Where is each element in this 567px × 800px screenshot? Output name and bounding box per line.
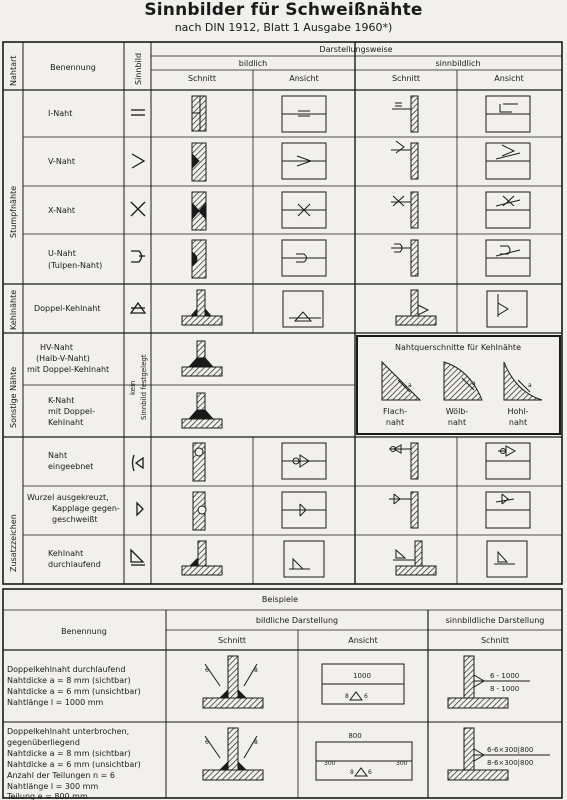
row-name: Kehlnaht: [48, 418, 84, 427]
example-2-line: Nahtlänge l = 300 mm: [7, 782, 99, 791]
example-2-line: Anzahl der Teilungen n = 6: [7, 771, 115, 780]
beispiele-title: Beispiele: [261, 595, 299, 604]
hohlnaht-label: Hohl-: [507, 407, 529, 416]
row-name: (Tulpen-Naht): [48, 261, 103, 270]
page-subtitle: nach DIN 1912, Blatt 1 Ausgabe 1960*): [174, 21, 393, 34]
ex2-ansicht-a: 8: [350, 769, 354, 776]
nahtquerschnitte-title: Nahtquerschnitte für Kehlnähte: [394, 343, 522, 352]
row-name: HV-Naht: [40, 343, 73, 352]
group-sonstige: Sonstige Nähte: [9, 366, 18, 428]
page-title: Sinnbilder für Schweißnähte: [144, 0, 423, 20]
example-1-line: Nahtdicke a = 6 mm (unsichtbar): [7, 687, 141, 696]
ex1-dim-b: 8: [254, 667, 258, 674]
benennung-header: Benennung: [50, 63, 96, 72]
woelbnaht-label: Wölb-: [445, 407, 469, 416]
ex2-ansicht-l1: 300: [324, 760, 336, 767]
row-name: U-Naht: [48, 249, 76, 258]
row-name: V-Naht: [48, 157, 75, 166]
row-name: X-Naht: [48, 206, 76, 215]
row-name: durchlaufend: [48, 560, 101, 569]
row-name: mit Doppel-Kehlnaht: [27, 365, 110, 374]
example-2-line: Teilung e = 800 mm: [7, 792, 88, 800]
ex1-ansicht-a: 8: [345, 693, 349, 700]
nahtquerschnitt-dim-3: a: [528, 382, 532, 389]
nahtquerschnitt-dim-2: a: [472, 380, 476, 387]
beispiele-bildliche: bildliche Darstellung: [255, 616, 339, 625]
example-1-line: Nahtdicke a = 8 mm (sichtbar): [7, 676, 131, 685]
example-2-line: Doppelkehlnaht unterbrochen,: [7, 727, 130, 736]
sinnbild-symbols: [131, 110, 145, 565]
schnitt-header: Schnitt: [187, 74, 217, 83]
row-name: eingeebnet: [48, 462, 94, 471]
flachnaht-label: Flach-: [382, 407, 408, 416]
beispiele-schnitt: Schnitt: [217, 636, 247, 645]
sinnbild-header: Sinnbild: [134, 52, 143, 85]
bildlich-header: bildlich: [238, 59, 268, 68]
ex2-dim-b: 8: [254, 739, 258, 746]
nahtquerschnitt-dim: a: [408, 382, 412, 389]
sinnbildlich-header: sinnbildlich: [435, 59, 481, 68]
example-1-line: Nahtlänge l = 1000 mm: [7, 698, 104, 707]
darstellungsweise-header: Darstellungsweise: [319, 45, 393, 54]
example-1-line: Doppelkehlnaht durchlaufend: [7, 665, 126, 674]
ex2-dim-a: 6: [205, 739, 209, 746]
bildlich-ansicht-drawings: [282, 96, 326, 577]
ex1-sym-bot: 8 - 1000: [490, 685, 520, 693]
ansicht-header-2: Ansicht: [494, 74, 524, 83]
row-name: geschweißt: [52, 515, 98, 524]
beispiele-benennung: Benennung: [61, 627, 107, 636]
row-names: [27, 109, 120, 569]
example-2-line: gegenüberliegend: [7, 738, 80, 747]
beispiele-sinnbildliche: sinnbildliche Darstellung: [445, 616, 545, 625]
ex1-ansicht-len: 1000: [353, 672, 371, 680]
woelbnaht-label-2: naht: [447, 418, 467, 427]
ex2-ansicht-l2: 300: [396, 760, 408, 767]
nahtart-header: Nahtart: [9, 55, 18, 86]
schnitt-header-2: Schnitt: [391, 74, 421, 83]
row-name: Wurzel ausgekreuzt,: [27, 493, 109, 502]
ex2-ansicht-b: 6: [368, 769, 372, 776]
row-name: (Halb-V-Naht): [36, 354, 90, 363]
kein-sinnbild-label: kein: [129, 380, 137, 395]
row-name: I-Naht: [48, 109, 73, 118]
row-name: Kehlnaht: [48, 549, 84, 558]
ex1-ansicht-b: 6: [364, 693, 368, 700]
row-name: Kapplage gegen-: [52, 504, 120, 513]
ex2-sym-top: 6-6×300|800: [487, 746, 534, 754]
ex1-dim-a: 6: [205, 667, 209, 674]
example-2-line: Nahtdicke a = 6 mm (unsichtbar): [7, 760, 141, 769]
bildlich-schnitt-drawings: [182, 96, 222, 575]
nahtquerschnitte-drawings: [382, 362, 542, 400]
row-name: Naht: [48, 451, 68, 460]
row-name: mit Doppel-: [48, 407, 95, 416]
group-stumpfnaehte: Stumpfnähte: [9, 185, 18, 238]
ex1-sym-top: 6 - 1000: [490, 672, 520, 680]
row-name: Doppel-Kehlnaht: [34, 304, 101, 313]
ex2-ansicht-len: 800: [348, 732, 362, 740]
kein-sinnbild-label-2: Sinnbild festgelegt: [140, 354, 148, 420]
hohlnaht-label-2: naht: [508, 418, 528, 427]
row-name: K-Naht: [48, 396, 75, 405]
flachnaht-label-2: naht: [385, 418, 405, 427]
group-kehlnaehte: Kehlnähte: [9, 289, 18, 330]
ansicht-header: Ansicht: [289, 74, 319, 83]
group-zusatzzeichen: Zusatzzeichen: [9, 514, 18, 572]
beispiele-ansicht: Ansicht: [348, 636, 378, 645]
ex2-sym-bot: 8-6×300|800: [487, 759, 534, 767]
example-2-line: Nahtdicke a = 8 mm (sichtbar): [7, 749, 131, 758]
beispiele-schnitt-2: Schnitt: [480, 636, 510, 645]
